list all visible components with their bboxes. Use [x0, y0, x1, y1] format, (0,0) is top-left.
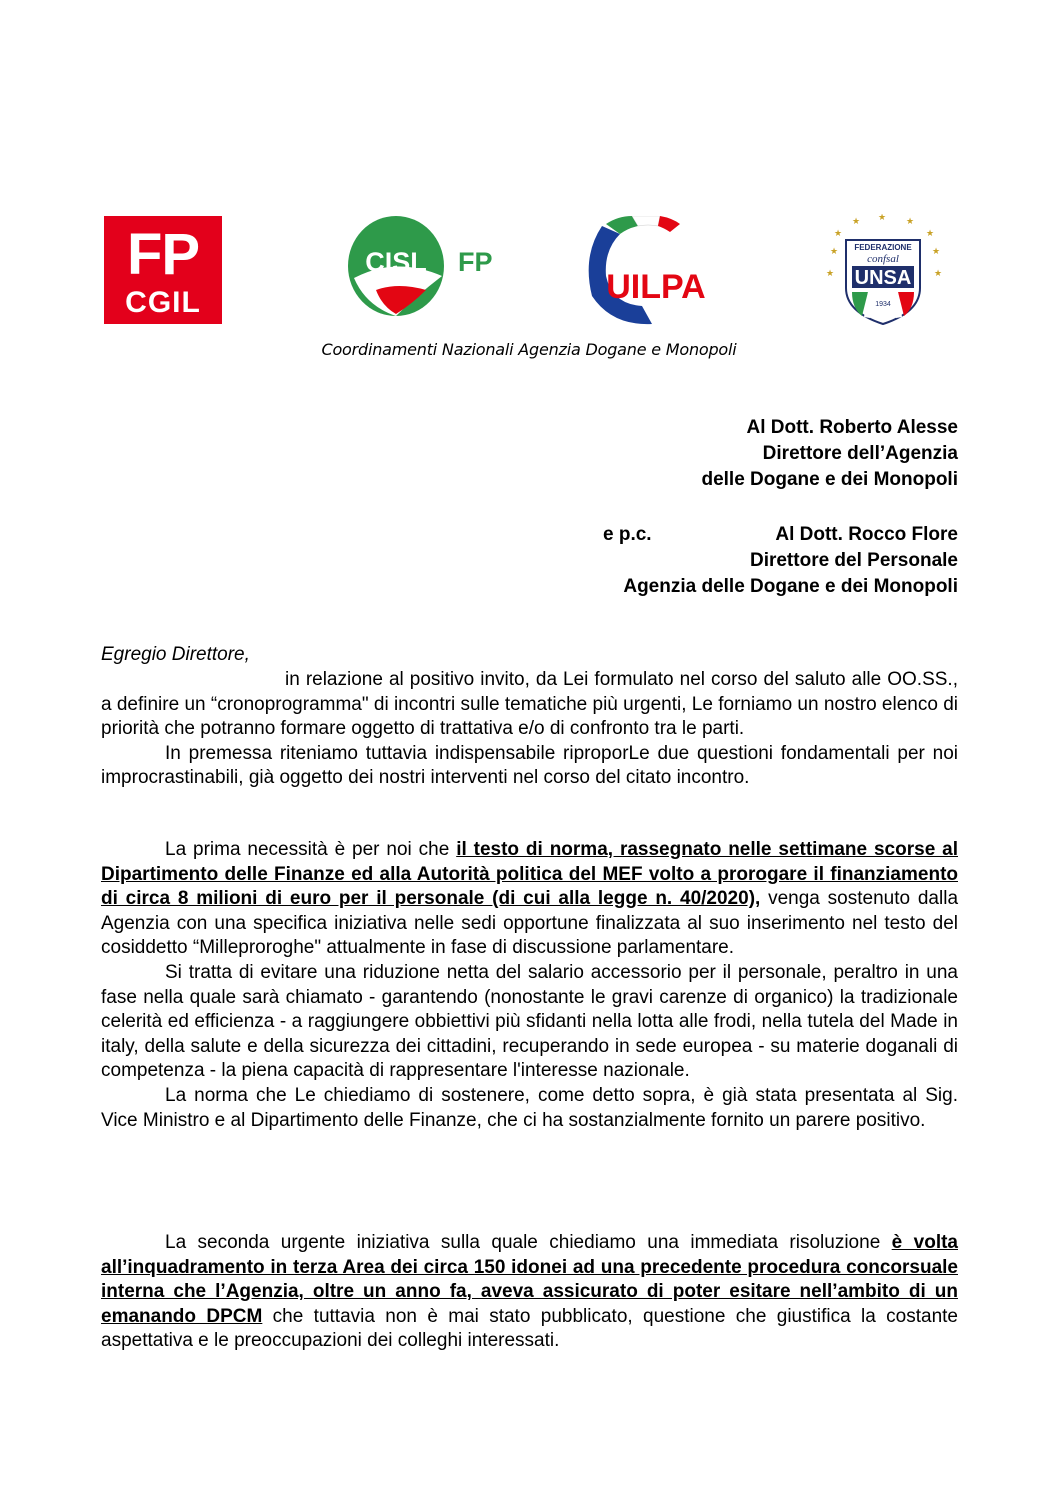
svg-text:★: ★: [934, 269, 943, 279]
uilpa-logo: [572, 216, 718, 332]
cisl-fp-logo: [346, 216, 506, 322]
paragraph-1: in relazione al positivo invito, da Lei formulato nel corso del saluto alle OO.SS., a definire un “cronoprogramma" di incontri sulle tematiche più urgenti, Le forniamo un nostro elenco di priorità che potranno formare oggetto di trattativa e/o di confronto tra le parti.: [101, 669, 958, 740]
fp-cgil-logo-cgil: CGIL: [125, 286, 201, 319]
recipient-block: [701, 415, 958, 493]
letter-greeting: Egregio Direttore,: [101, 644, 250, 665]
paragraph-3-end: venga sostenuto dalla Agenzia con una specifica iniziativa nelle sedi opportune finalizzata al suo inserimento nel testo del cosiddetto “Milleproroghe" attualmente in fase di discussione parlamentare.: [101, 888, 959, 959]
letter-body-part3: [101, 1231, 958, 1354]
paragraph-6: [101, 1231, 958, 1354]
svg-text:★: ★: [926, 229, 935, 239]
paragraph-6-start: La seconda urgente iniziativa sulla quale chiediamo una immediata risoluzione: [165, 1232, 892, 1253]
recipient-role: Direttore dell’Agenzia: [762, 443, 958, 464]
svg-text:★: ★: [932, 247, 941, 257]
paragraph-2: In premessa riteniamo tuttavia indispensabile riproporLe due questioni fondamentali per noi improcrastinabili, già oggetto dei nostri interventi nel corso del citato incontro.: [101, 742, 958, 789]
unsa-logo-top: FEDERAZIONE: [854, 243, 912, 252]
recipient-org: delle Dogane e dei Monopoli: [701, 469, 958, 490]
svg-text:★: ★: [830, 247, 839, 257]
cc-name: Al Dott. Rocco Flore: [775, 524, 958, 545]
svg-text:★: ★: [826, 269, 835, 279]
paragraph-5: La norma che Le chiediamo di sostenere, come detto sopra, è già stata presentata al Sig. Vice Ministro e al Dipartimento delle Finanze, che ci ha sostanzialmente fornito un parere positivo.: [101, 1084, 958, 1131]
cc-role: Direttore del Personale: [749, 550, 958, 571]
letter-body-part1: [101, 668, 958, 791]
paragraph-6-emphasis: è volta all’inquadramento in terza Area dei circa 150 idonei ad una precedente procedura concorsuale interna che l’Agenzia, oltre un anno fa, aveva assicurato di poter esitare nell’ambito di un emanando DPCM: [101, 1232, 958, 1327]
recipient-name: Al Dott. Roberto Alesse: [746, 417, 958, 438]
uilpa-logo-text: UILPA: [606, 268, 706, 306]
svg-text:★: ★: [906, 217, 915, 227]
paragraph-3-emphasis: il testo di norma, rassegnato nelle settimane scorse al Dipartimento delle Finanze ed alla Autorità politica del MEF volto a prorogare il finanziamento di circa 8 milioni di euro per il personale (di cui alla legge n. 40/2020),: [101, 839, 958, 910]
unsa-logo-middle: confsal: [867, 253, 899, 265]
cisl-logo-text: CISL: [365, 247, 427, 277]
paragraph-3: [101, 838, 958, 961]
unsa-logo-main: UNSA: [854, 267, 912, 289]
paragraph-6-end: che tuttavia non è mai stato pubblicato, questione che giustifica la costante aspettativa e le preoccupazioni dei colleghi interessati.: [101, 1305, 958, 1352]
svg-text:★: ★: [878, 214, 887, 223]
letter-body-part2: [101, 838, 958, 1133]
unsa-logo: [822, 214, 944, 326]
paragraph-4: Si tratta di evitare una riduzione netta del salario accessorio per il personale, peraltro in una fase nella quale sarà chiamato - garantendo (nonostante le gravi carenze di organico) la tradizionale celerità ed efficienza - a raggiungere obbiettivi più sfidanti nella lotta alle frodi, nella tutela del Made in italy, della salute e della sicurezza dei cittadini, recuperando in sede europea - su materie doganali di competenza - la piena capacità di rappresentare l'interesse nazionale.: [101, 961, 958, 1082]
unsa-logo-year: 1934: [875, 301, 891, 308]
cc-block: [623, 522, 958, 600]
cc-label: e p.c.: [603, 524, 652, 545]
coordinamenti-heading: Coordinamenti Nazionali Agenzia Dogane e Monopoli: [321, 340, 737, 359]
fp-cgil-logo-fp: FP: [126, 222, 200, 287]
svg-text:★: ★: [834, 229, 843, 239]
cisl-fp-logo-text: FP: [458, 247, 493, 277]
fp-cgil-logo: [104, 216, 222, 324]
paragraph-3-start: La prima necessità è per noi che: [165, 839, 457, 860]
cc-org: Agenzia delle Dogane e dei Monopoli: [623, 576, 958, 597]
svg-text:★: ★: [852, 217, 861, 227]
